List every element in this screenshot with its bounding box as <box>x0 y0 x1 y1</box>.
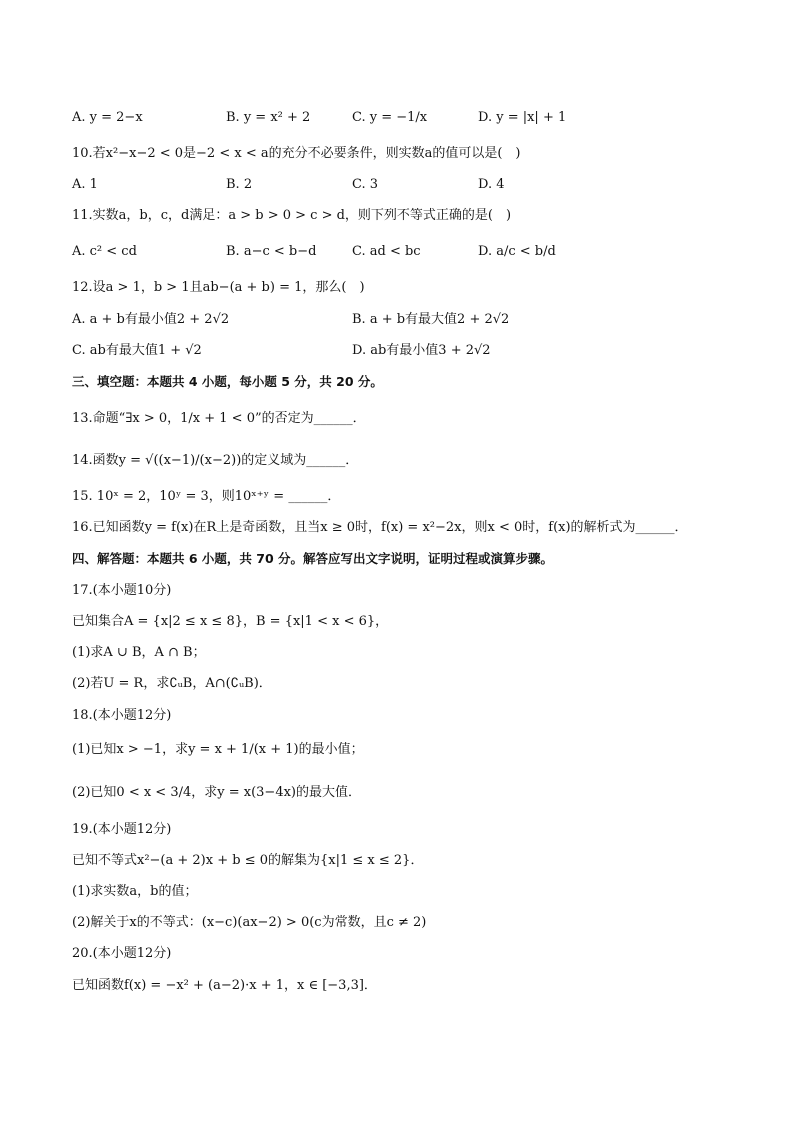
q12-option-a: A. a + b有最小值2 + 2√2 <box>72 312 230 327</box>
q11-option-a: A. c² < cd <box>72 244 137 259</box>
q19-line-3: (2)解关于x的不等式：(x−c)(ax−2) > 0(c为常数，且c ≠ 2) <box>72 915 427 930</box>
q10-stem: 10.若x²−x−2 < 0是−2 < x < a的充分不必要条件，则实数a的值可以是( ) <box>72 146 521 161</box>
q20-line-1: 已知函数f(x) = −x² + (a−2)·x + 1，x ∈ [−3,3]． <box>72 978 377 993</box>
q12-stem: 12.设a > 1，b > 1且ab−(a + b) = 1，那么( ) <box>72 280 365 295</box>
q18-line-1: (1)已知x > −1，求y = x + 1/(x + 1)的最小值； <box>72 742 364 757</box>
q12-option-b: B. a + b有最大值2 + 2√2 <box>352 312 510 327</box>
q12-option-d: D. ab有最小值3 + 2√2 <box>352 343 491 358</box>
q18-line-2: (2)已知0 < x < 3/4，求y = x(3−4x)的最大值． <box>72 785 361 800</box>
q13-text: 13.命题“∃x > 0，1/x + 1 < 0”的否定为______． <box>72 411 366 426</box>
q10-option-d: D. 4 <box>478 177 505 192</box>
q14-text: 14.函数y = √((x−1)/(x−2))的定义域为______． <box>72 453 359 468</box>
q9-option-c: C. y = −1/x <box>352 110 428 125</box>
section-3-heading: 三、填空题：本题共 4 小题，每小题 5 分，共 20 分。 <box>72 374 383 389</box>
q11-option-b: B. a−c < b−d <box>226 244 317 259</box>
q20-heading: 20.(本小题12分) <box>72 946 172 961</box>
q17-line-2: (1)求A ∪ B，A ∩ B； <box>72 645 206 660</box>
q11-option-d: D. a/c < b/d <box>478 244 556 259</box>
q11-option-c: C. ad < bc <box>352 244 421 259</box>
q16-text: 16.已知函数y = f(x)在R上是奇函数，且当x ≥ 0时，f(x) = x²−2x，则x < 0时，f(x)的解析式为______． <box>72 520 688 535</box>
q19-line-2: (1)求实数a，b的值； <box>72 884 198 899</box>
q12-option-c: C. ab有最大值1 + √2 <box>72 343 202 358</box>
q17-line-3: (2)若U = R，求∁ᵤB，A∩(∁ᵤB)． <box>72 676 272 691</box>
q10-option-b: B. 2 <box>226 177 253 192</box>
q19-heading: 19.(本小题12分) <box>72 822 172 837</box>
q9-option-b: B. y = x² + 2 <box>226 110 311 125</box>
q10-option-c: C. 3 <box>352 177 379 192</box>
q9-option-d: D. y = |x| + 1 <box>478 110 567 125</box>
q11-stem: 11.实数a，b，c，d满足：a > b > 0 > c > d，则下列不等式正确的是( ) <box>72 208 512 223</box>
q18-heading: 18.(本小题12分) <box>72 708 172 723</box>
q9-option-a: A. y = 2−x <box>72 110 143 125</box>
q17-heading: 17.(本小题10分) <box>72 583 172 598</box>
q15-text: 15. 10ˣ = 2，10ʸ = 3，则10ˣ⁺ʸ = ______． <box>72 489 341 504</box>
q19-line-1: 已知不等式x²−(a + 2)x + b ≤ 0的解集为{x|1 ≤ x ≤ 2}． <box>72 853 424 868</box>
q10-option-a: A. 1 <box>72 177 98 192</box>
q17-line-1: 已知集合A = {x|2 ≤ x ≤ 8}，B = {x|1 < x < 6}， <box>72 614 389 629</box>
section-4-heading: 四、解答题：本题共 6 小题，共 70 分。解答应写出文字说明，证明过程或演算步骤。 <box>72 551 554 566</box>
